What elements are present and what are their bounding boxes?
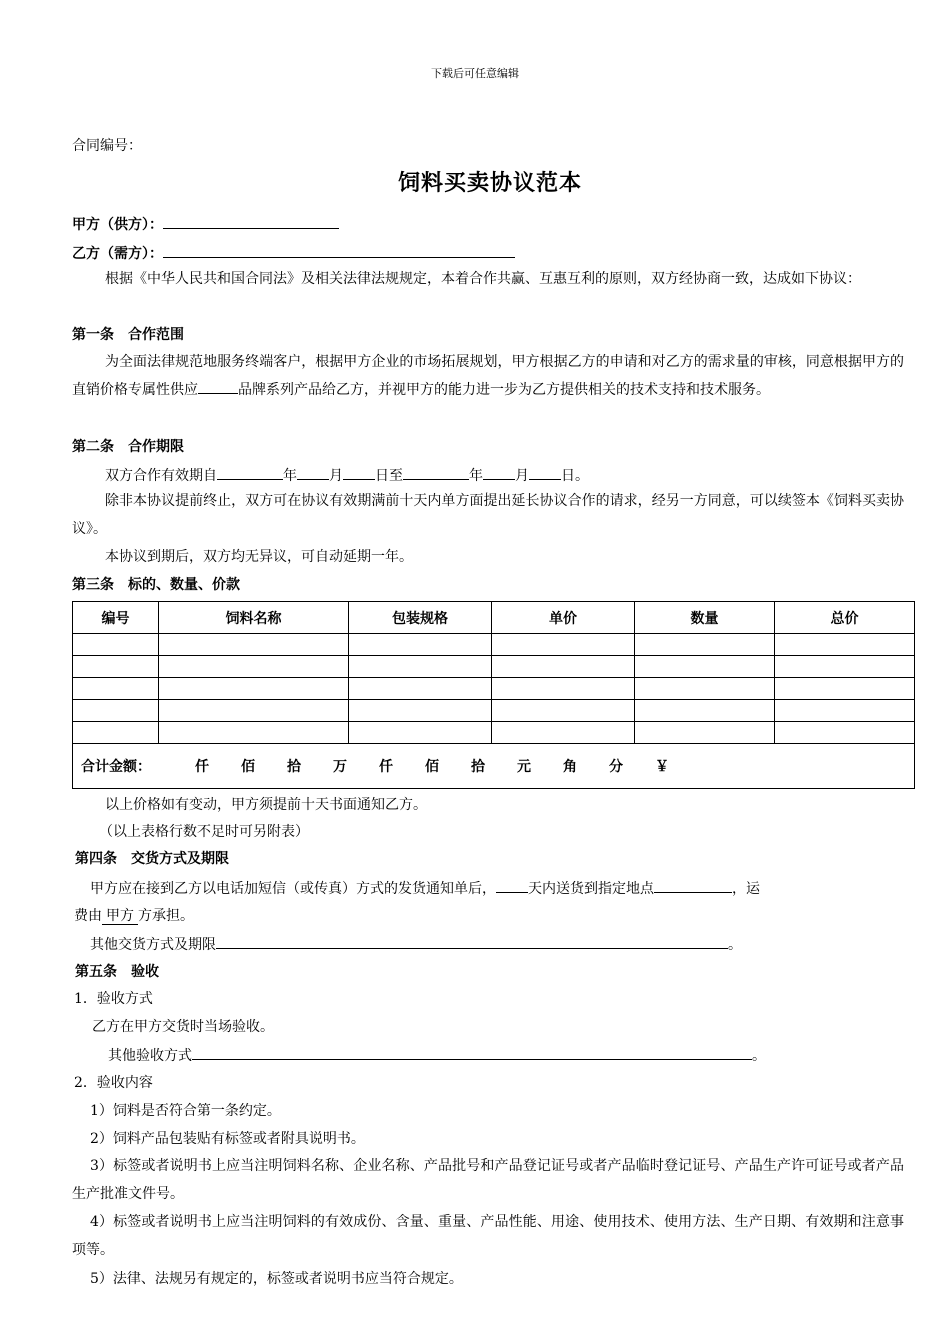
end-year-label: 年: [469, 468, 483, 484]
table-cell[interactable]: [492, 634, 635, 656]
table-cell[interactable]: [349, 700, 492, 722]
table-cell[interactable]: [349, 634, 492, 656]
period-line: [105, 465, 589, 486]
table-cell[interactable]: [73, 634, 159, 656]
delivery-days-blank[interactable]: [496, 878, 528, 893]
brand-blank[interactable]: [198, 379, 238, 394]
table-row: [73, 722, 915, 744]
inspection-item-1: 1）饲料是否符合第一条约定。: [90, 1103, 281, 1119]
end-day-label: 日。: [561, 468, 589, 484]
inspection-item-4: 4）标签或者说明书上应当注明饲料的有效成份、含量、重量、产品性能、用途、使用技术、使用方法、生产日期、有效期和注意事项等。: [72, 1214, 904, 1258]
table-row: [73, 656, 915, 678]
other-delivery-blank[interactable]: [216, 934, 728, 949]
table-extension-note: （以上表格行数不足时可另附表）: [99, 824, 309, 840]
table-cell[interactable]: [73, 700, 159, 722]
table-cell[interactable]: [492, 678, 635, 700]
table-cell[interactable]: [492, 700, 635, 722]
unit-bai-2: 佰: [425, 759, 439, 775]
inspection-item-2: 2）饲料产品包装贴有标签或者附具说明书。: [90, 1131, 365, 1147]
table-cell[interactable]: [775, 678, 915, 700]
party-b-blank[interactable]: [163, 243, 515, 258]
delivery-location-blank[interactable]: [654, 878, 732, 893]
table-cell[interactable]: [159, 722, 349, 744]
end-year-blank[interactable]: [403, 465, 469, 480]
article-1-text-b: 品牌系列产品给乙方，并视甲方的能力进一步为乙方提供相关的技术支持和技术服务。: [238, 382, 770, 398]
other-delivery-label: 其他交货方式及期限: [90, 937, 216, 953]
unit-fen: 分: [609, 759, 623, 775]
total-amount-label: 合计金额：: [81, 759, 151, 775]
table-cell[interactable]: [775, 700, 915, 722]
inspection-item-5: 5）法律、法规另有规定的，标签或者说明书应当符合规定。: [90, 1271, 463, 1287]
unit-bai: 佰: [241, 759, 255, 775]
col-header-feed-name: 饲料名称: [159, 602, 349, 634]
table-cell[interactable]: [159, 678, 349, 700]
table-cell[interactable]: [635, 656, 775, 678]
start-month-blank[interactable]: [297, 465, 329, 480]
inspection-method-text: 乙方在甲方交货时当场验收。: [92, 1019, 274, 1035]
unit-shi: 拾: [287, 759, 301, 775]
other-inspection-period: 。: [752, 1048, 766, 1064]
total-amount-cell[interactable]: [73, 744, 915, 789]
delivery-text-d: 费由: [74, 908, 102, 924]
table-total-row: [73, 744, 915, 789]
table-cell[interactable]: [159, 700, 349, 722]
start-year-blank[interactable]: [217, 465, 283, 480]
table-cell[interactable]: [73, 656, 159, 678]
total-units: [195, 759, 701, 775]
start-day-label: 日至: [375, 468, 403, 484]
goods-table: [72, 601, 915, 789]
table-cell[interactable]: [775, 722, 915, 744]
end-month-blank[interactable]: [483, 465, 515, 480]
table-cell[interactable]: [635, 634, 775, 656]
inspection-method-heading: 1．验收方式: [74, 991, 153, 1007]
other-inspection-blank[interactable]: [192, 1045, 752, 1060]
col-header-unit-price: 单价: [492, 602, 635, 634]
intro-paragraph: 根据《中华人民共和国合同法》及相关法律法规规定，本着合作共赢、互惠互利的原则，双方经协商一致，达成如下协议：: [105, 271, 861, 287]
unit-jiao: 角: [563, 759, 577, 775]
table-cell[interactable]: [635, 700, 775, 722]
table-cell[interactable]: [73, 678, 159, 700]
start-month-label: 月: [329, 468, 343, 484]
other-inspection-line: [108, 1045, 766, 1066]
table-header-row: [73, 602, 915, 634]
col-header-quantity: 数量: [635, 602, 775, 634]
unit-qian: 仟: [195, 759, 209, 775]
auto-extension-paragraph: 本协议到期后，双方均无异议，可自动延期一年。: [105, 549, 413, 565]
table-cell[interactable]: [349, 678, 492, 700]
other-delivery-line: [90, 934, 742, 955]
document-title: 饲料买卖协议范本: [397, 171, 582, 196]
period-prefix: 双方合作有效期自: [105, 468, 217, 484]
article-1-heading: 第一条 合作范围: [72, 327, 184, 343]
article-1-text-a: 为全面法律规范地服务终端客户，根据甲方企业的市场拓展规划，甲方根据乙方的申请和对乙方的需求量的审核，同意根据甲方的直销价格专属性供应: [72, 354, 904, 398]
start-year-label: 年: [283, 468, 297, 484]
table-cell[interactable]: [349, 722, 492, 744]
article-2-heading: 第二条 合作期限: [72, 439, 184, 455]
table-cell[interactable]: [775, 656, 915, 678]
col-header-package: 包装规格: [349, 602, 492, 634]
unit-yuan: 元: [517, 759, 531, 775]
col-header-total: 总价: [775, 602, 915, 634]
party-a-blank[interactable]: [163, 214, 339, 229]
unit-shi-2: 拾: [471, 759, 485, 775]
article-4-heading: 第四条 交货方式及期限: [75, 851, 229, 867]
delivery-text-a: 甲方应在接到乙方以电话加短信（或传真）方式的发货通知单后，: [90, 881, 496, 897]
inspection-content-heading: 2．验收内容: [74, 1075, 153, 1091]
delivery-line-1: [90, 878, 760, 899]
col-header-number: 编号: [73, 602, 159, 634]
freight-bearer-field[interactable]: 甲方: [102, 908, 138, 925]
contract-number-label: 合同编号：: [72, 138, 142, 154]
party-a-line: [72, 214, 339, 235]
other-inspection-label: 其他验收方式: [108, 1048, 192, 1064]
renewal-paragraph: 除非本协议提前终止，双方可在协议有效期满前十天内单方面提出延长协议合作的请求，经另一方同意，可以续签本《饲料买卖协议》。: [72, 493, 904, 537]
price-change-note: 以上价格如有变动，甲方须提前十天书面通知乙方。: [105, 797, 427, 813]
party-b-label: 乙方（需方）：: [72, 246, 163, 262]
table-cell[interactable]: [349, 656, 492, 678]
article-1-text: [72, 348, 904, 404]
table-cell[interactable]: [73, 722, 159, 744]
end-day-blank[interactable]: [529, 465, 561, 480]
delivery-text-b: 天内送货到指定地点: [528, 881, 654, 897]
unit-qian-2: 仟: [379, 759, 393, 775]
table-cell[interactable]: [159, 656, 349, 678]
delivery-text-c: ，运: [732, 881, 760, 897]
table-row: [73, 678, 915, 700]
table-cell[interactable]: [775, 634, 915, 656]
yuan-sign: ￥: [655, 759, 669, 775]
delivery-text-e: 方承担。: [138, 908, 194, 924]
header-note: 下载后可任意编辑: [431, 67, 519, 80]
table-cell[interactable]: [492, 722, 635, 744]
end-month-label: 月: [515, 468, 529, 484]
article-3-heading: 第三条 标的、数量、价款: [72, 577, 240, 593]
other-delivery-period: 。: [728, 937, 742, 953]
table-row: [73, 634, 915, 656]
delivery-line-2: [74, 906, 194, 926]
article-5-heading: 第五条 验收: [75, 964, 159, 980]
table-cell[interactable]: [635, 722, 775, 744]
party-a-label: 甲方（供方）：: [72, 217, 163, 233]
table-cell[interactable]: [159, 634, 349, 656]
party-b-line: [72, 243, 515, 264]
table-cell[interactable]: [492, 656, 635, 678]
table-row: [73, 700, 915, 722]
start-day-blank[interactable]: [343, 465, 375, 480]
unit-wan: 万: [333, 759, 347, 775]
table-cell[interactable]: [635, 678, 775, 700]
inspection-item-3: 3）标签或者说明书上应当注明饲料名称、企业名称、产品批号和产品登记证号或者产品临时登记证号、产品生产许可证号或者产品生产批准文件号。: [72, 1158, 904, 1202]
